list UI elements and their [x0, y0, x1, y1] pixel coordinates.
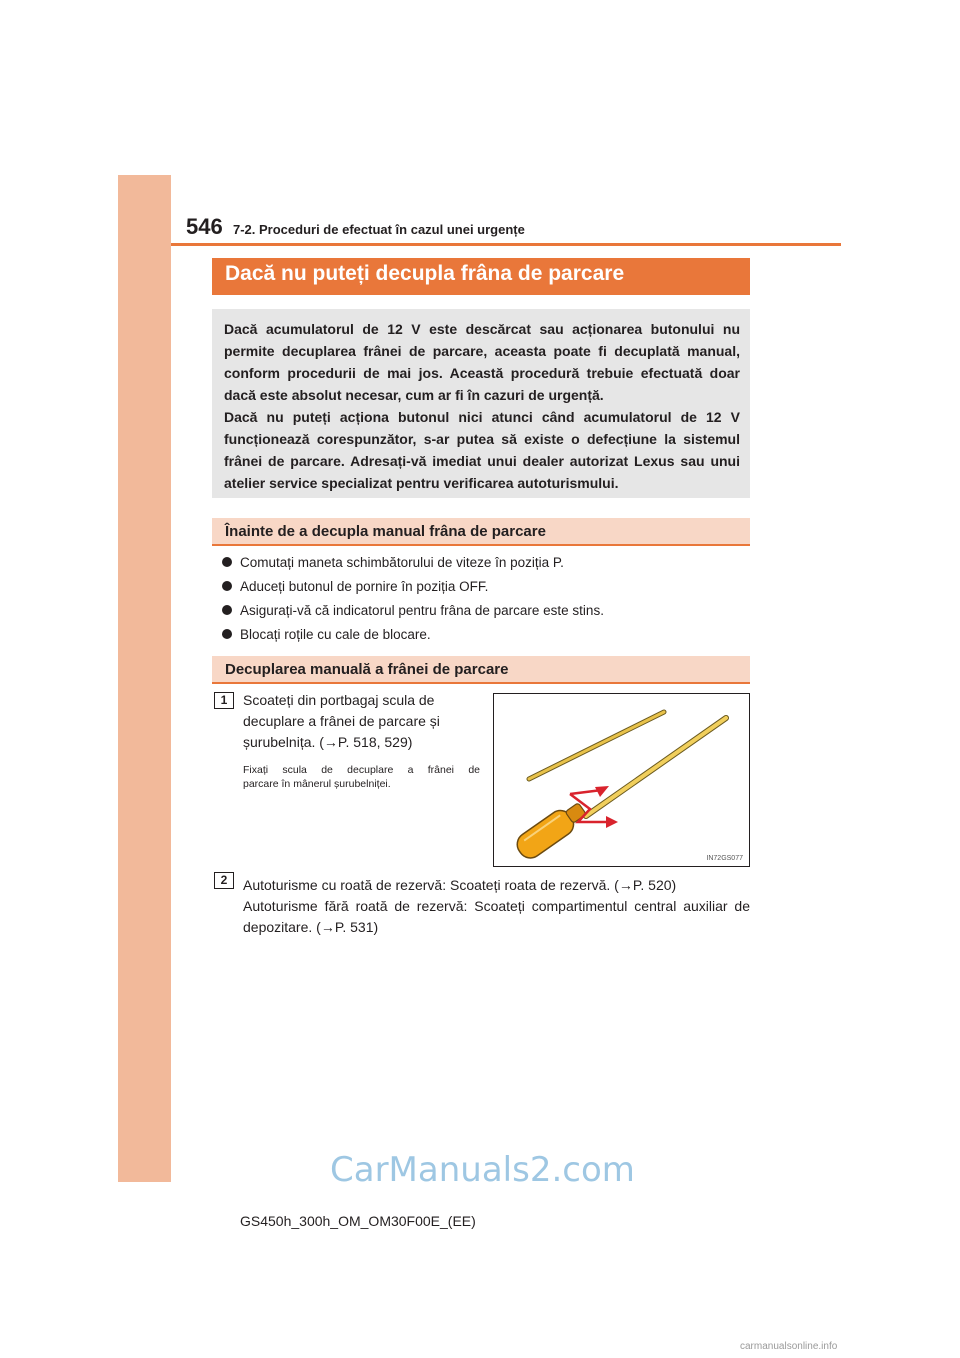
- intro-paragraph-1: Dacă acumulatorul de 12 V este descărcat sau acționarea butonului nu permite decuplarea frânei de parcare, aceasta poate fi decuplată manual, conform procedurii de mai jos. Această procedură trebuie efectuată doar dacă este absolut necesar, cum ar fi în cazuri de urgență.: [224, 321, 740, 403]
- intro-box: [212, 309, 750, 498]
- subheading-before: Înainte de a decupla manual frâna de parcare: [212, 518, 750, 546]
- intro-paragraph-2: Dacă nu puteți acționa butonul nici atunci când acumulatorul de 12 V funcționează corespunzător, s-ar putea să existe o defecțiune la sistemul frânei de parcare. Adresați-vă imediat unui dealer autorizat Lexus sau unui atelier service specializat pentru verificarea autoturismului.: [224, 409, 740, 491]
- list-item: Asigurați-vă că indicatorul pentru frâna de parcare este stins.: [222, 601, 604, 625]
- page-number: 546: [186, 214, 223, 239]
- list-item: Comutați maneta schimbătorului de viteze în poziția P.: [222, 553, 604, 577]
- bullet-dot-icon: [222, 557, 232, 567]
- section-title: 7-2. Proceduri de efectuat în cazul unei urgențe: [233, 222, 525, 237]
- figure-code: IN72GS077: [706, 855, 743, 862]
- step-number-1: 1: [214, 692, 234, 709]
- tool-illustration: [493, 693, 750, 867]
- site-watermark: carmanualsonline.info: [740, 1341, 838, 1352]
- footer-model-code: GS450h_300h_OM_OM30F00E_(EE): [240, 1213, 476, 1229]
- subheading-manual: Decuplarea manuală a frânei de parcare: [212, 656, 750, 684]
- list-item: Aduceți butonul de pornire în poziția OFF.: [222, 577, 604, 601]
- bullet-dot-icon: [222, 605, 232, 615]
- step-2-text: Autoturisme cu roată de rezervă: Scoateți roata de rezervă. (→P. 520) Autoturisme fără roată de rezervă: Scoateți compartimentul central auxiliar de depozitare. (→P. 531): [243, 877, 750, 935]
- list-item: Blocați roțile cu cale de blocare.: [222, 625, 604, 649]
- bullet-dot-icon: [222, 629, 232, 639]
- bullet-list: [222, 553, 604, 649]
- watermark: CarManuals2.com: [330, 1150, 635, 1190]
- bullet-dot-icon: [222, 581, 232, 591]
- chapter-sidebar-tab: [118, 175, 171, 1182]
- step-number-2: 2: [214, 872, 234, 889]
- main-heading: Dacă nu puteți decupla frâna de parcare: [212, 258, 750, 295]
- step-1-text: Scoateți din portbagaj scula de decuplare a frânei de parcare și șurubelnița. (→P. 518, 529): [243, 692, 440, 750]
- step-1-note: Fixați scula de decuplare a frânei de parcare în mânerul șurubelniței.: [243, 764, 480, 790]
- header-divider: [171, 243, 841, 246]
- screwdriver-and-release-tool-icon: [494, 694, 749, 866]
